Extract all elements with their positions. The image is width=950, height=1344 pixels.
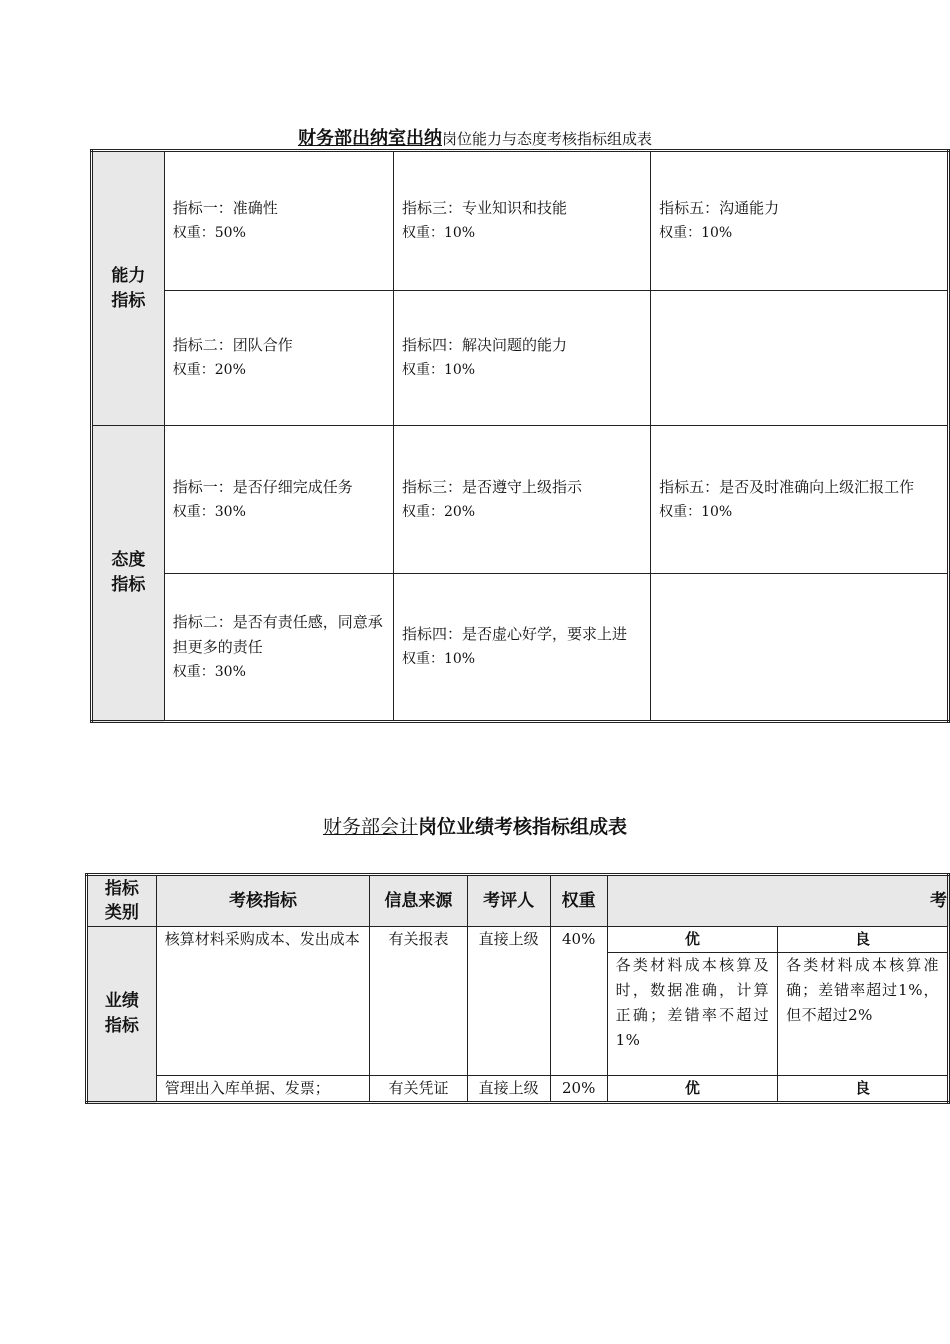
indicator-weight: 权重：10% [659, 503, 733, 520]
title-subject: 岗位能力与态度考核指标组成表 [441, 130, 652, 148]
indicator-cell [164, 291, 393, 426]
indicator-name: 指标一：准确性 [172, 199, 278, 217]
indicator-cell [393, 291, 650, 426]
indicator-name: 指标三：是否遵守上级指示 [401, 477, 582, 496]
category-label-line: 能力 [111, 265, 146, 286]
table-row [92, 426, 949, 574]
grade-excellent: 优 [607, 927, 777, 953]
table-row [92, 574, 949, 722]
indicator-cell [393, 151, 650, 291]
criteria-good: 各类材料成本核算准确；差错率超过1%，但不超过2% [778, 953, 949, 1076]
category-label-line: 态度 [111, 550, 146, 570]
indicator-weight: 权重：10% [401, 225, 476, 241]
indicator-cell [651, 426, 949, 574]
header-indicator: 考核指标 [156, 875, 370, 927]
indicator-cell [164, 151, 393, 291]
indicator-weight: 权重：10% [401, 362, 476, 378]
indicator-name: 指标五：沟通能力 [659, 199, 780, 217]
indicator-name: 指标三：专业知识和技能 [401, 199, 567, 217]
criteria-excellent: 各类材料成本核算及时，数据准确，计算正确；差错率不超过1% [607, 953, 777, 1076]
header-line: 指标 [104, 879, 139, 899]
indicator-weight: 权重：20% [401, 503, 476, 520]
indicator-weight: 权重：30% [172, 503, 246, 520]
table-row [92, 291, 949, 426]
header-row [87, 875, 949, 927]
indicator-name: 指标五：是否及时准确向上级汇报工作 [659, 477, 915, 496]
title-subject: 岗位业绩考核指标组成表 [418, 816, 628, 838]
evaluator-text: 直接上级 [467, 1076, 550, 1103]
performance-table [85, 873, 950, 1104]
title-department: 财务部会计 [322, 816, 418, 838]
ability-attitude-table-title [0, 124, 950, 150]
category-label-line: 业绩 [104, 991, 139, 1011]
indicator-name: 指标四：是否虚心好学，要求上进 [401, 625, 627, 643]
header-source: 信息来源 [370, 875, 467, 927]
indicator-weight: 权重：10% [401, 651, 476, 667]
ability-attitude-table [90, 149, 950, 723]
weight-text: 40% [550, 927, 607, 1076]
title-department: 财务部出纳室出纳 [297, 128, 442, 149]
indicator-weight: 权重：10% [659, 225, 733, 241]
weight-text: 20% [550, 1076, 607, 1103]
performance-category-label [87, 927, 157, 1103]
indicator-weight: 权重：30% [172, 663, 246, 680]
empty-cell [651, 574, 949, 722]
header-criteria-text: 考 [930, 891, 947, 911]
indicator-name: 指标二：团队合作 [172, 336, 293, 354]
header-criteria [607, 875, 948, 927]
table-row [92, 151, 949, 291]
header-evaluator: 考评人 [467, 875, 550, 927]
ability-category-label [92, 151, 165, 426]
indicator-name: 指标二：是否有责任感，同意承担更多的责任 [172, 612, 383, 656]
grade-good: 良 [778, 1076, 949, 1103]
evaluator-text: 直接上级 [467, 927, 550, 1076]
grade-good: 良 [778, 927, 949, 953]
indicator-weight: 权重：50% [172, 225, 246, 241]
indicator-name: 指标四：解决问题的能力 [401, 336, 567, 354]
grade-excellent: 优 [607, 1076, 777, 1103]
category-label-line: 指标 [104, 1016, 139, 1036]
indicator-cell [651, 151, 949, 291]
header-weight: 权重 [550, 875, 607, 927]
header-category [87, 875, 157, 927]
header-line: 类别 [104, 903, 139, 923]
attitude-category-label [92, 426, 165, 722]
indicator-text: 核算材料采购成本、发出成本 [156, 927, 370, 1076]
table-row [87, 927, 949, 953]
indicator-text: 管理出入库单据、发票； [156, 1076, 370, 1103]
performance-table-title [0, 812, 950, 839]
category-label-line: 指标 [111, 290, 146, 311]
source-text: 有关凭证 [370, 1076, 467, 1103]
indicator-cell [393, 426, 650, 574]
indicator-weight: 权重：20% [172, 362, 246, 378]
indicator-name: 指标一：是否仔细完成任务 [172, 477, 353, 496]
indicator-cell [164, 574, 393, 722]
empty-cell [651, 291, 949, 426]
table-row [87, 1076, 949, 1103]
source-text: 有关报表 [370, 927, 467, 1076]
indicator-cell [164, 426, 393, 574]
category-label-line: 指标 [111, 575, 146, 595]
indicator-cell [393, 574, 650, 722]
